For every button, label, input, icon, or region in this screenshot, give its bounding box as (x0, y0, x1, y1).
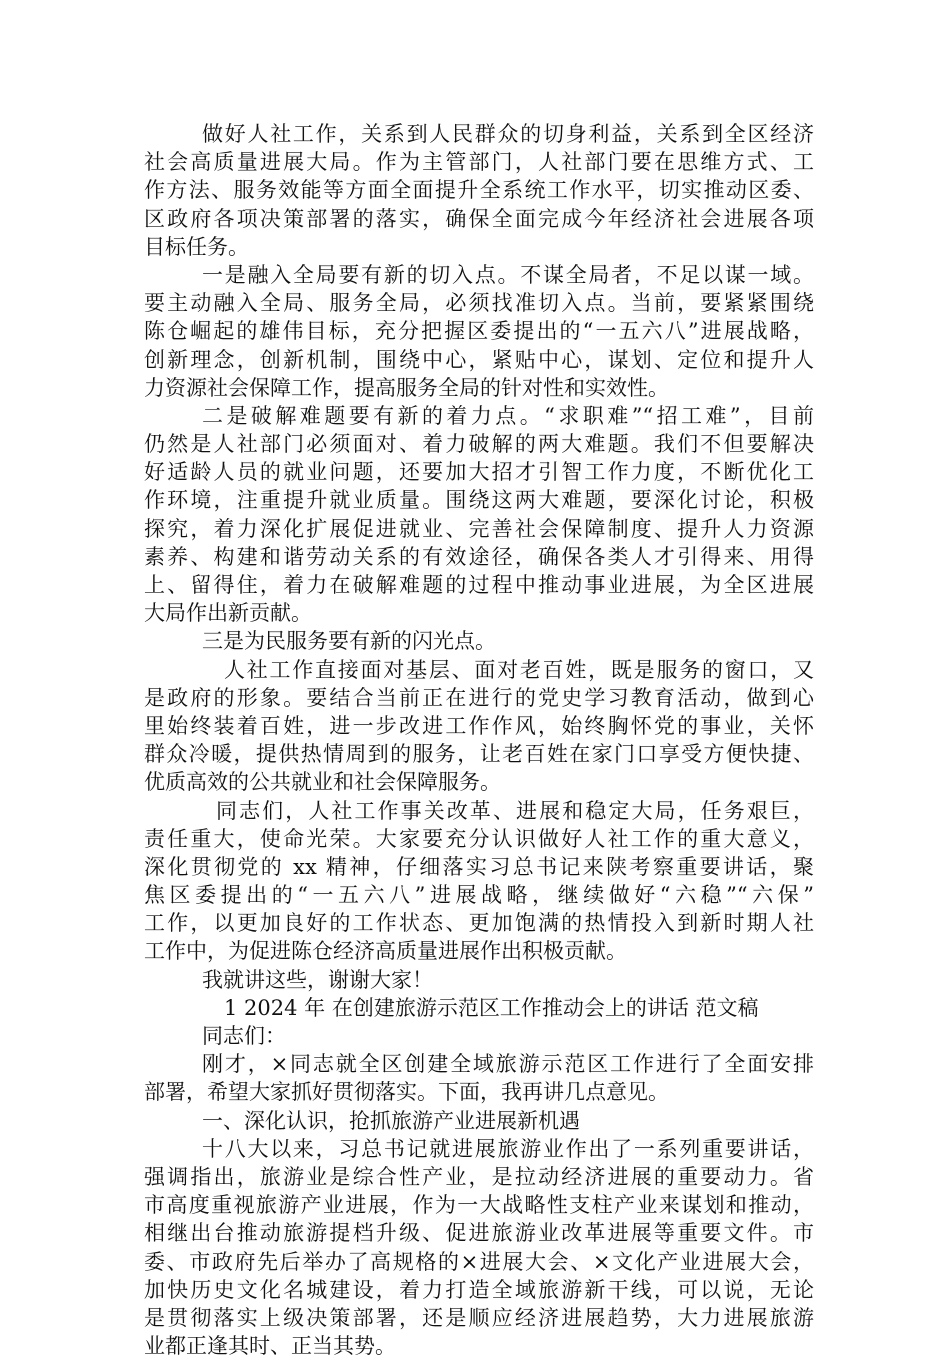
text-line: 探究，着力深化扩展促进就业、完善社会保障制度、提升人力资源 (144, 516, 814, 541)
text-line: 社会高质量进展大局。作为主管部门，人社部门要在思维方式、工 (144, 150, 814, 175)
text-line: 工作中，为促进陈仓经济高质量进展作出积极贡献。 (144, 939, 627, 964)
text-line: 责任重大，使命光荣。大家要充分认识做好人社工作的重大意义， (144, 826, 814, 851)
text-line: 力资源社会保障工作，提高服务全局的针对性和实效性。 (144, 375, 669, 400)
text-line: 大局作出新贡献。 (144, 601, 312, 626)
text-line: 焦区委提出的“一五六八”进展战略，继续做好“六稳”“六保” (144, 883, 814, 908)
text-line: 上、留得住，着力在破解难题的过程中推动事业进展，为全区进展 (144, 573, 814, 597)
text-line: 群众冷暖，提供热情周到的服务，让老百姓在家门口享受方便快捷、 (144, 742, 814, 767)
text-line: 人社工作直接面对基层、面对老百姓，既是服务的窗口，又 (224, 657, 814, 682)
text-line: 我就讲这些，谢谢大家！ (202, 967, 433, 992)
section-heading: 一、深化认识，抢抓旅游产业进展新机遇 (202, 1108, 580, 1133)
text-line: 委、市政府先后举办了高规格的×进展大会、×文化产业进展大会， (144, 1249, 814, 1274)
document-body (144, 120, 814, 1360)
text-line: 是贯彻落实上级决策部署，还是顺应经济进展趋势，大力进展旅游 (144, 1305, 814, 1330)
text-line: 市高度重视旅游产业进展，作为一大战略性支柱产业来谋划和推动， (144, 1193, 814, 1218)
text-line: 业都正逢其时、正当其势。 (144, 1334, 396, 1359)
text-line: 工作，以更加良好的工作状态、更加饱满的热情投入到新时期人社 (144, 911, 814, 936)
text-line: 二是破解难题要有新的着力点。“求职难”“招工难”，目前 (202, 403, 814, 428)
text-line: 素养、构建和谐劳动关系的有效途径，确保各类人才引得来、用得 (144, 544, 814, 569)
text-line: 同志们，人社工作事关改革、进展和稳定大局，任务艰巨， (216, 798, 814, 823)
text-line: 目标任务。 (144, 234, 249, 259)
text-line: 陈仓崛起的雄伟目标，充分把握区委提出的“一五六八”进展战略， (144, 319, 814, 344)
section-heading: 1 2024 年 在创建旅游示范区工作推动会上的讲话 范文稿 (224, 995, 759, 1020)
text-line: 优质高效的公共就业和社会保障服务。 (144, 770, 501, 795)
text-line: 深化贯彻党的 xx 精神，仔细落实习总书记来陕考察重要讲话，聚 (144, 854, 814, 879)
text-line: 作环境，注重提升就业质量。围绕这两大难题，要深化讨论，积极 (144, 488, 814, 513)
text-line: 三是为民服务要有新的闪光点。 (202, 629, 496, 654)
salutation: 同志们： (202, 1024, 286, 1048)
text-line: 作方法、服务效能等方面全面提升全系统工作水平，切实推动区委、 (144, 178, 814, 203)
text-line: 创新理念，创新机制，围绕中心，紧贴中心，谋划、定位和提升人 (144, 347, 814, 372)
text-line: 做好人社工作，关系到人民群众的切身利益，关系到全区经济 (202, 122, 814, 146)
text-line: 好适龄人员的就业问题，还要加大招才引智工作力度，不断优化工 (144, 460, 814, 485)
text-line: 十八大以来，习总书记就进展旅游业作出了一系列重要讲话， (202, 1136, 814, 1161)
text-line: 里始终装着百姓，进一步改进工作作风，始终胸怀党的事业，关怀 (144, 713, 814, 738)
text-line: 加快历史文化名城建设，着力打造全域旅游新干线，可以说，无论 (144, 1277, 814, 1302)
text-line: 一是融入全局要有新的切入点。不谋全局者，不足以谋一域。 (202, 262, 814, 287)
text-line: 仍然是人社部门必须面对、着力破解的两大难题。我们不但要解决 (144, 432, 814, 457)
text-line: 要主动融入全局、服务全局，必须找准切入点。当前，要紧紧围绕 (144, 291, 814, 316)
text-line: 相继出台推动旅游提档升级、促进旅游业改革进展等重要文件。市 (144, 1221, 814, 1246)
text-line: 是政府的形象。要结合当前正在进行的党史学习教育活动，做到心 (144, 685, 814, 710)
text-line: 强调指出，旅游业是综合性产业，是拉动经济进展的重要动力。省 (144, 1164, 814, 1189)
text-line: 部署，希望大家抓好贯彻落实。下面，我再讲几点意见。 (144, 1080, 669, 1105)
text-line: 区政府各项决策部署的落实，确保全面完成今年经济社会进展各项 (144, 206, 814, 231)
text-line: 刚才，×同志就全区创建全域旅游示范区工作进行了全面安排 (202, 1052, 814, 1077)
